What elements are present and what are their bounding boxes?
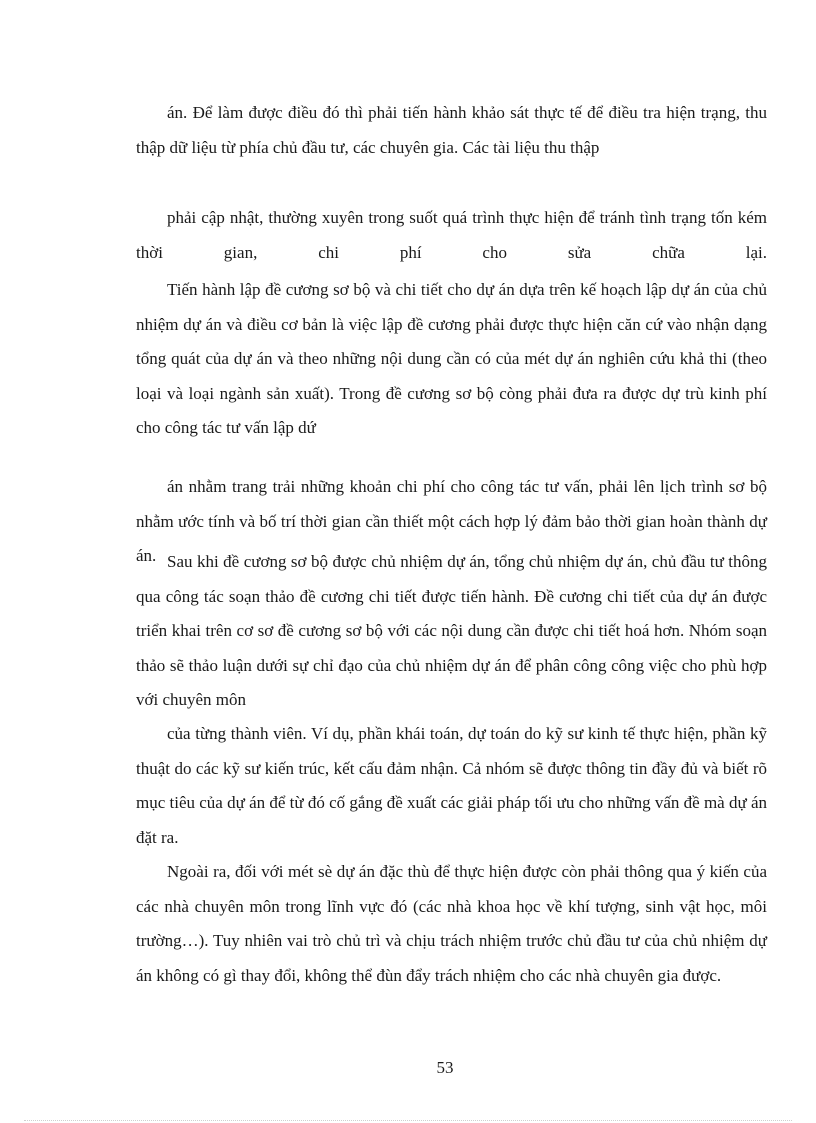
paragraph-6: của từng thành viên. Ví dụ, phần khái toán, dự toán do kỹ sư kinh tế thực hiện, phần kỹ thuật do các kỹ sư kiến trúc, kết cấu đảm nhận. Cả nhóm sẽ được thông tin đầy đủ và biết rõ mục tiêu của dự án để từ đó cố gắng đề xuất các giải pháp tối ưu cho những vấn đề mà dự án đặt ra. [136,724,767,847]
paragraph-1: án. Để làm được điều đó thì phải tiến hành khảo sát thực tế để điều tra hiện trạng, thu thập dữ liệu từ phía chủ đầu tư, các chuyên gia. Các tài liệu thu thập [136,103,767,157]
paragraph-4: án nhằm trang trải những khoản chi phí cho công tác tư vấn, phải lên lịch trình sơ bộ nhằm ước tính và bố trí thời gian cần thiết một cách hợp lý đảm bảo thời gian hoàn thành dự án. [136,477,767,565]
paragraph-2: phải cập nhật, thường xuyên trong suốt quá trình thực hiện để tránh tình trạng tốn kém thời gian, chi phí cho sửa chữa lại. [136,208,767,262]
paragraph-3: Tiến hành lập đề cương sơ bộ và chi tiết cho dự án dựa trên kế hoạch lập dự án của chủ nhiệm dự án và điều cơ bản là việc lập đề cương phải được thực hiện căn cứ vào nhận dạng tổng quát của dự án và theo những nội dung cần có của mét dự án nghiên cứu khả thi (theo loại và loại ngành sản xuất). Trong đề cương sơ bộ còng phải đưa ra được dự trù kinh phí cho công tác tư vấn lập dứ [136,280,767,437]
paragraph-7: Ngoài ra, đối với mét sè dự án đặc thù để thực hiện được còn phải thông qua ý kiến của các nhà chuyên môn trong lĩnh vực đó (các nhà khoa học về khí tượng, sinh vật học, môi trường…). Tuy nhiên vai trò chủ trì và chịu trách nhiệm trước chủ đầu tư của chủ nhiệm dự án không có gì thay đổi, không thể đùn đẩy trách nhiệm cho các nhà chuyên gia được. [136,862,767,985]
page-number: 53 [436,1058,454,1077]
paragraph-5: Sau khi đề cương sơ bộ được chủ nhiệm dự án, tổng chủ nhiệm dự án, chủ đầu tư thông qua công tác soạn thảo đề cương chi tiết được tiến hành. Đề cương chi tiết của dự án được triển khai trên cơ sơ đề cương sơ bộ với các nội dung cần được chi tiết hoá hơn. Nhóm soạn thảo sẽ thảo luận dưới sự chỉ đạo của chủ nhiệm dự án để phân công công việc cho phù hợp với chuyên môn [136,552,767,709]
page-bottom-divider [24,1120,792,1121]
